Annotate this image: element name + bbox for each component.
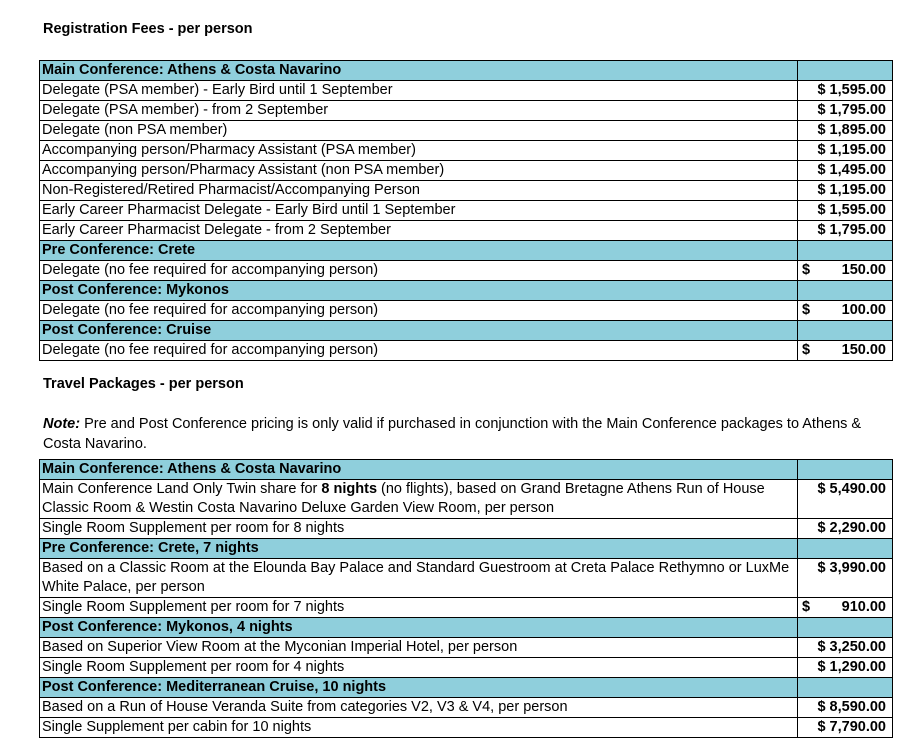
row-label: Delegate (no fee required for accompanying person) — [40, 261, 798, 281]
price-amount: $ 1,195.00 — [817, 182, 886, 198]
table-row — [40, 81, 893, 101]
table-row — [40, 261, 893, 281]
section-price-cell — [798, 678, 893, 698]
table-row — [40, 519, 893, 539]
table-row — [40, 301, 893, 321]
row-label: Accompanying person/Pharmacy Assistant (PSA member) — [40, 141, 798, 161]
section-header — [40, 281, 893, 301]
row-label: Delegate (no fee required for accompanying person) — [40, 301, 798, 321]
row-price — [798, 519, 893, 539]
table-row — [40, 698, 893, 718]
section-price-cell — [798, 241, 893, 261]
row-label: Based on Superior View Room at the Myconian Imperial Hotel, per person — [40, 638, 798, 658]
table-row — [40, 341, 893, 361]
price-amount: $ 8,590.00 — [817, 699, 886, 715]
table-row — [40, 181, 893, 201]
row-price — [798, 638, 893, 658]
price-amount: $ 1,195.00 — [817, 142, 886, 158]
table-row — [40, 718, 893, 738]
price-amount: $ 1,595.00 — [817, 82, 886, 98]
currency-symbol: $ — [802, 262, 811, 278]
row-label: Delegate (no fee required for accompanying person) — [40, 341, 798, 361]
section-header — [40, 321, 893, 341]
table-row — [40, 480, 893, 519]
price-amount: $ 7,790.00 — [817, 719, 886, 735]
row-label: Single Room Supplement per room for 7 nights — [40, 598, 798, 618]
section-title: Post Conference: Mykonos, 4 nights — [40, 618, 798, 638]
row-price — [798, 221, 893, 241]
row-label — [40, 480, 798, 519]
section-header — [40, 241, 893, 261]
table-row — [40, 598, 893, 618]
section-price-cell — [798, 61, 893, 81]
registration-fees-table — [39, 60, 893, 361]
row-label: Based on a Run of House Veranda Suite from categories V2, V3 & V4, per person — [40, 698, 798, 718]
section-title: Pre Conference: Crete, 7 nights — [40, 539, 798, 559]
currency-symbol: $ — [802, 342, 811, 358]
price-amount: $ 1,495.00 — [817, 162, 886, 178]
row-price — [798, 559, 893, 598]
table-row — [40, 638, 893, 658]
table-row — [40, 658, 893, 678]
section-price-cell — [798, 321, 893, 341]
row-label: Accompanying person/Pharmacy Assistant (non PSA member) — [40, 161, 798, 181]
row-label: Early Career Pharmacist Delegate - from 2 September — [40, 221, 798, 241]
row-label: Non-Registered/Retired Pharmacist/Accompanying Person — [40, 181, 798, 201]
section-header — [40, 460, 893, 480]
row-price — [798, 201, 893, 221]
price-amount: $ 5,490.00 — [817, 481, 886, 497]
price-amount: 150.00 — [841, 342, 886, 358]
registration-heading: Registration Fees - per person — [43, 21, 253, 37]
section-title: Post Conference: Mediterranean Cruise, 10 nights — [40, 678, 798, 698]
section-title: Post Conference: Cruise — [40, 321, 798, 341]
row-price — [798, 81, 893, 101]
section-header — [40, 618, 893, 638]
row-label: Delegate (PSA member) - Early Bird until 1 September — [40, 81, 798, 101]
row-price — [798, 101, 893, 121]
price-amount: $ 1,290.00 — [817, 659, 886, 675]
row-price — [798, 480, 893, 519]
table-row — [40, 201, 893, 221]
row-label: Single Supplement per cabin for 10 nights — [40, 718, 798, 738]
row-price — [798, 161, 893, 181]
land-text-post: (no flights), based on Grand Bretagne Athens Run of House Classic Room & Westin Costa Navarino Deluxe Garden View Room, per person — [42, 481, 765, 516]
row-label: Single Room Supplement per room for 4 nights — [40, 658, 798, 678]
note-text: Pre and Post Conference pricing is only valid if purchased in conjunction with the Main Conference packages to Athens & Costa Navarino. — [43, 416, 862, 452]
section-header — [40, 61, 893, 81]
price-amount: $ 1,895.00 — [817, 122, 886, 138]
row-label: Single Room Supplement per room for 8 nights — [40, 519, 798, 539]
section-price-cell — [798, 460, 893, 480]
table-row — [40, 121, 893, 141]
land-text-pre: Main Conference Land Only Twin share for — [42, 481, 322, 497]
table-row — [40, 161, 893, 181]
row-label: Delegate (non PSA member) — [40, 121, 798, 141]
price-amount: 150.00 — [841, 262, 886, 278]
row-label: Delegate (PSA member) - from 2 September — [40, 101, 798, 121]
price-amount: $ 2,290.00 — [817, 520, 886, 536]
row-label: Based on a Classic Room at the Elounda Bay Palace and Standard Guestroom at Creta Palace Rethymno or LuxMe White Palace, per person — [40, 559, 798, 598]
row-price — [798, 121, 893, 141]
section-header — [40, 678, 893, 698]
section-title: Main Conference: Athens & Costa Navarino — [40, 460, 798, 480]
row-price — [798, 141, 893, 161]
price-amount: $ 1,595.00 — [817, 202, 886, 218]
row-price — [798, 718, 893, 738]
land-nights: 8 nights — [321, 481, 378, 497]
price-amount: 910.00 — [841, 599, 886, 615]
travel-note — [43, 415, 873, 454]
section-price-cell — [798, 539, 893, 559]
price-amount: 100.00 — [841, 302, 886, 318]
table-row — [40, 221, 893, 241]
section-title: Main Conference: Athens & Costa Navarino — [40, 61, 798, 81]
row-price — [798, 598, 893, 618]
price-amount: $ 1,795.00 — [817, 102, 886, 118]
row-price — [798, 181, 893, 201]
price-amount: $ 1,795.00 — [817, 222, 886, 238]
row-price — [798, 301, 893, 321]
price-amount: $ 3,990.00 — [817, 560, 886, 576]
table-row — [40, 141, 893, 161]
section-price-cell — [798, 618, 893, 638]
note-label: Note: — [43, 416, 81, 432]
section-title: Post Conference: Mykonos — [40, 281, 798, 301]
row-price — [798, 698, 893, 718]
section-title: Pre Conference: Crete — [40, 241, 798, 261]
row-price — [798, 341, 893, 361]
currency-symbol: $ — [802, 302, 811, 318]
section-price-cell — [798, 281, 893, 301]
currency-symbol: $ — [802, 599, 811, 615]
price-amount: $ 3,250.00 — [817, 639, 886, 655]
table-row — [40, 559, 893, 598]
row-price — [798, 658, 893, 678]
section-header — [40, 539, 893, 559]
travel-heading: Travel Packages - per person — [43, 376, 244, 392]
row-label: Early Career Pharmacist Delegate - Early Bird until 1 September — [40, 201, 798, 221]
row-price — [798, 261, 893, 281]
travel-packages-table — [39, 459, 893, 738]
table-row — [40, 101, 893, 121]
